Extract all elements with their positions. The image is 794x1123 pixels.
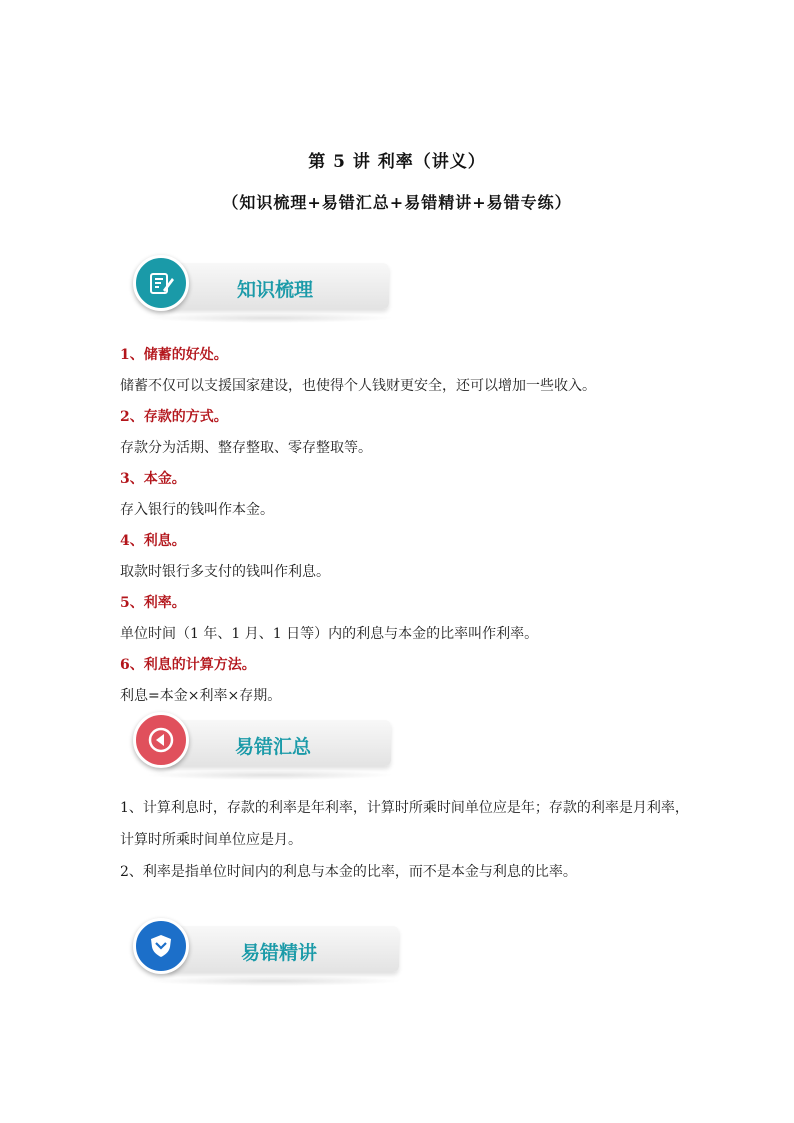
banner-shadow [145, 770, 395, 780]
section-title-knowledge: 知识梳理 [237, 280, 314, 301]
page-title: 第 5 讲 利率（讲义） [308, 152, 486, 172]
knowledge-heading-5: 5、利率。 [120, 595, 186, 611]
page-subtitle: （知识梳理+易错汇总+易错精讲+易错专练） [222, 193, 572, 212]
notepad-pencil-icon [133, 255, 189, 311]
banner-shadow [145, 976, 403, 986]
knowledge-text-6: 利息=本金×利率×存期。 [120, 688, 282, 704]
section-banner-summary [125, 712, 395, 782]
section-title-summary: 易错汇总 [235, 737, 312, 758]
knowledge-text-1: 储蓄不仅可以支援国家建设，也使得个人钱财更安全，还可以增加一些收入。 [120, 378, 596, 394]
shield-icon [133, 918, 189, 974]
knowledge-text-2: 存款分为活期、整存整取、零存整取等。 [120, 440, 372, 456]
back-arrow-icon [133, 712, 189, 768]
section-title-explain: 易错精讲 [241, 943, 318, 964]
knowledge-heading-3: 3、本金。 [120, 471, 186, 487]
knowledge-text-4: 取款时银行多支付的钱叫作利息。 [120, 564, 330, 580]
knowledge-heading-2: 2、存款的方式。 [120, 409, 228, 425]
knowledge-heading-6: 6、利息的计算方法。 [120, 657, 256, 673]
banner-shadow [145, 313, 395, 323]
knowledge-text-3: 存入银行的钱叫作本金。 [120, 502, 274, 518]
section-banner-knowledge [125, 255, 395, 325]
knowledge-heading-4: 4、利息。 [120, 533, 186, 549]
knowledge-heading-1: 1、储蓄的好处。 [120, 347, 228, 363]
section-banner-explain [125, 918, 405, 988]
knowledge-text-5: 单位时间（1 年、1 月、1 日等）内的利息与本金的比率叫作利率。 [120, 626, 539, 642]
error-summary-item-1: 1、计算利息时，存款的利率是年利率，计算时所乘时间单位应是年；存款的利率是月利率，计算时所乘时间单位应是月。 [120, 800, 689, 848]
error-summary-item-2: 2、利率是指单位时间内的利息与本金的比率，而不是本金与利息的比率。 [120, 864, 577, 880]
